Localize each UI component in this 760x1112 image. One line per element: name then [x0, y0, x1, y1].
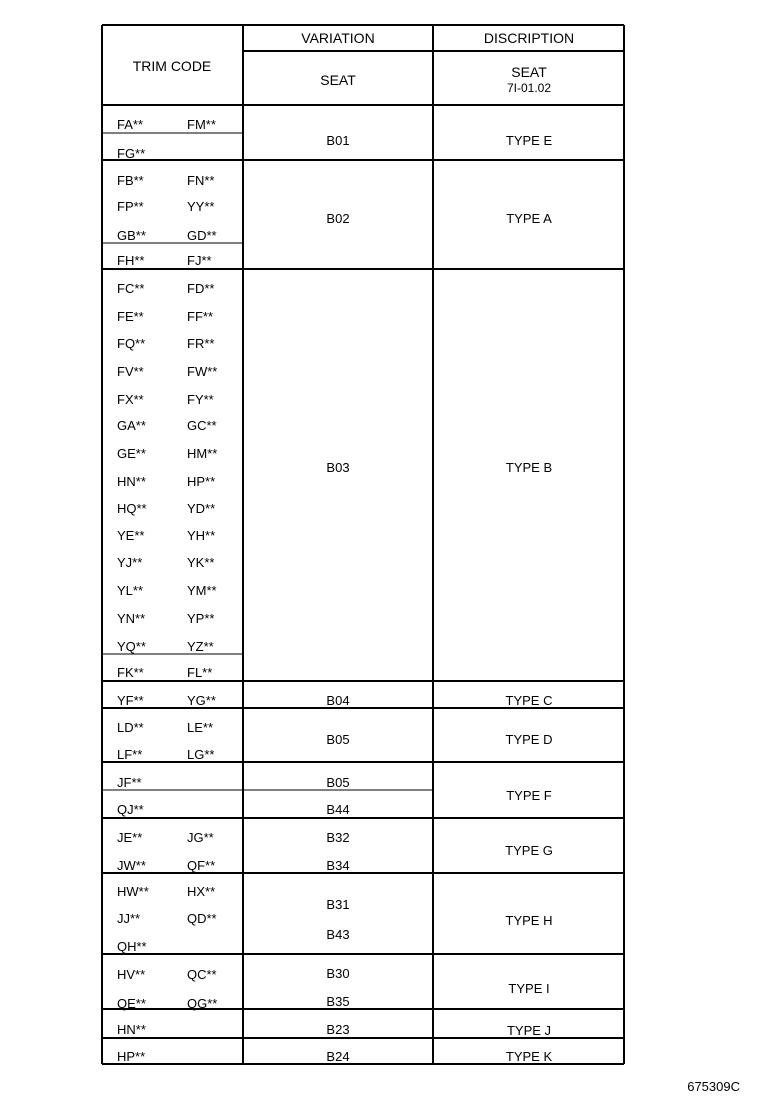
variation-code: B30: [326, 966, 350, 981]
trim-code: HM**: [187, 446, 218, 461]
trim-code: HV**: [117, 967, 146, 982]
trim-code: GA**: [117, 418, 146, 433]
trim-code: YQ**: [117, 639, 146, 654]
variation-code: B35: [326, 994, 350, 1009]
trim-code: LD**: [117, 720, 144, 735]
trim-code: FX**: [117, 392, 144, 407]
description-type: TYPE K: [505, 1049, 553, 1064]
description-type: TYPE E: [505, 133, 553, 148]
variation-code: B05: [326, 732, 350, 747]
trim-code: FJ**: [187, 253, 212, 268]
trim-code: YD**: [187, 501, 216, 516]
trim-code: GE**: [117, 446, 146, 461]
trim-code: HP**: [187, 474, 216, 489]
variation-code: B43: [326, 927, 350, 942]
header-description-seat: SEAT: [511, 64, 547, 80]
trim-code: FY**: [187, 392, 214, 407]
variation-code: B05: [326, 775, 350, 790]
trim-code: HP**: [117, 1049, 146, 1064]
trim-code: HN**: [117, 474, 146, 489]
description-type: TYPE H: [505, 913, 553, 928]
table-grid: [102, 25, 624, 1064]
trim-code: FD**: [187, 281, 215, 296]
header-variation-seat: SEAT: [320, 72, 356, 88]
trim-code: LE**: [187, 720, 214, 735]
trim-code: QC**: [187, 967, 217, 982]
trim-code: YZ**: [187, 639, 214, 654]
trim-code: YN**: [117, 611, 146, 626]
variation-code: B24: [326, 1049, 350, 1064]
trim-code: YP**: [187, 611, 215, 626]
trim-code: QG**: [187, 996, 218, 1011]
description-type: TYPE C: [505, 693, 553, 708]
trim-code: HX**: [187, 884, 216, 899]
trim-code: FA**: [117, 117, 144, 132]
trim-code: JG**: [187, 830, 214, 845]
trim-code: LF**: [117, 747, 143, 762]
trim-code-cells: [117, 117, 217, 1064]
trim-code: YF**: [117, 693, 144, 708]
trim-code: QJ**: [117, 802, 144, 817]
group-dividers: [102, 160, 624, 1038]
trim-code: YE**: [117, 528, 145, 543]
trim-code: YJ**: [117, 555, 143, 570]
header-variation: VARIATION: [301, 30, 375, 46]
variation-code: B01: [326, 133, 350, 148]
description-type: TYPE G: [505, 843, 553, 858]
trim-code: FP**: [117, 199, 144, 214]
sub-row-dividers: [102, 133, 433, 790]
trim-code: HN**: [117, 1022, 146, 1037]
trim-code: QH**: [117, 939, 147, 954]
trim-code: YH**: [187, 528, 216, 543]
description-type: TYPE F: [506, 788, 552, 803]
trim-code: JJ**: [117, 911, 141, 926]
trim-code: YM**: [187, 583, 217, 598]
trim-code: QE**: [117, 996, 146, 1011]
trim-code: FQ**: [117, 336, 146, 351]
variation-code: B44: [326, 802, 350, 817]
variation-cells: [326, 133, 349, 1064]
figure-id: 675309C: [687, 1079, 740, 1094]
description-type: TYPE B: [505, 460, 553, 475]
trim-code: GB**: [117, 228, 146, 243]
variation-code: B31: [326, 897, 350, 912]
trim-code: FF**: [187, 309, 213, 324]
trim-code: QF**: [187, 858, 216, 873]
header-trim-code: TRIM CODE: [132, 58, 212, 74]
variation-code: B32: [326, 830, 350, 845]
type-cells: [505, 133, 553, 1064]
description-type: TYPE D: [505, 732, 553, 747]
description-type: TYPE J: [506, 1023, 552, 1038]
trim-code: FW**: [187, 364, 218, 379]
trim-code: FC**: [117, 281, 145, 296]
trim-code: FM**: [187, 117, 216, 132]
trim-code: FB**: [117, 173, 144, 188]
trim-code: FV**: [117, 364, 144, 379]
trim-code: YK**: [187, 555, 215, 570]
trim-code: FE**: [117, 309, 144, 324]
trim-code: FG**: [117, 146, 146, 161]
trim-code: FR**: [187, 336, 215, 351]
variation-code: B23: [326, 1022, 350, 1037]
variation-code: B04: [326, 693, 350, 708]
variation-code: B34: [326, 858, 350, 873]
variation-code: B03: [326, 460, 350, 475]
trim-code: QD**: [187, 911, 217, 926]
description-type: TYPE A: [506, 211, 552, 226]
trim-code: YG**: [187, 693, 216, 708]
trim-code: JF**: [117, 775, 142, 790]
description-type: TYPE I: [508, 981, 550, 996]
trim-code: HQ**: [117, 501, 147, 516]
trim-code: FK**: [117, 665, 144, 680]
trim-code: JW**: [117, 858, 146, 873]
trim-code: GD**: [187, 228, 217, 243]
trim-code: JE**: [117, 830, 143, 845]
header-description: DISCRIPTION: [483, 30, 575, 46]
trim-code: FL**: [187, 665, 213, 680]
trim-code: GC**: [187, 418, 217, 433]
trim-code: YL**: [117, 583, 144, 598]
trim-code: FN**: [187, 173, 215, 188]
trim-code: HW**: [117, 884, 149, 899]
trim-code: FH**: [117, 253, 145, 268]
trim-code: YY**: [187, 199, 215, 214]
variation-code: B02: [326, 211, 350, 226]
trim-code: LG**: [187, 747, 215, 762]
header-description-date: 7I-01.02: [506, 81, 552, 95]
